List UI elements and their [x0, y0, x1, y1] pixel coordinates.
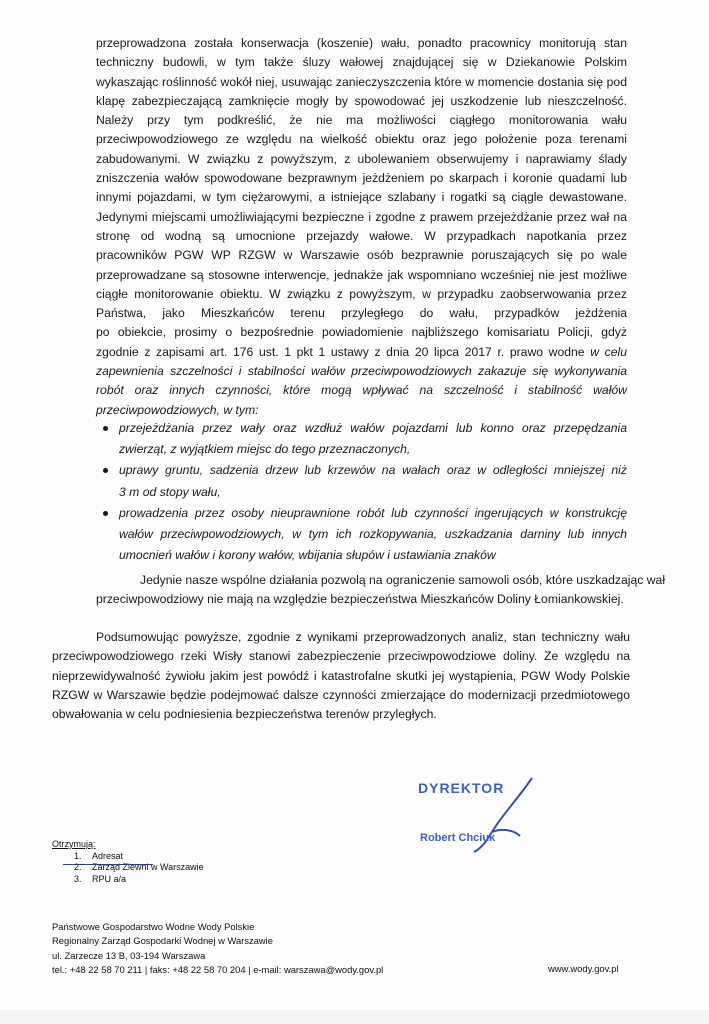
paragraph-italic-tail: w celu	[584, 344, 627, 359]
bullet-list	[96, 418, 627, 566]
paragraph-line: pracowników PGW WP RZGW w Warszawie osób bezprawnie poruszających się po wale	[96, 248, 627, 263]
list-item	[96, 503, 627, 567]
paragraph-italic-line: przeciwpowodziowych, w tym:	[96, 402, 259, 417]
recipient-number: 1.	[74, 850, 82, 861]
bullet-line: przejeżdżania przez wały oraz wzdłuż wałów pojazdami lub konno oraz przepędzania	[119, 421, 627, 435]
footer-line: Państwowe Gospodarstwo Wodne Wody Polskie	[52, 921, 255, 932]
recipient-number: 2.	[74, 862, 82, 872]
recipient-text: Zarząd Zlewni w Warszawie	[92, 862, 204, 872]
paragraph-line: obwałowania w celu podniesienia bezpieczeństwa terenów przyległych.	[52, 707, 437, 722]
paragraph-line: klapę zabezpieczającą zamknięcie mogły by spowodować jej uszkodzenie lub nieszczelność.	[96, 93, 627, 108]
paragraph-line: po obiekcie, prosimy o bezpośrednie powiadomienie najbliższego komisariatu Policji, gdyż	[96, 325, 627, 340]
scan-edge	[0, 1010, 709, 1024]
bullet-icon	[103, 511, 108, 516]
bullet-line: uprawy gruntu, sadzenia drzew lub krzewów na wałach oraz w odległości mniejszej niż	[119, 463, 627, 478]
paragraph-line: wykaszając roślinność wokół niej, usuwając zanieczyszczenia które w momencie dostania się pod	[96, 74, 627, 89]
footer-address	[52, 920, 383, 978]
paragraph-line: Jedynymi miejscami umożliwiającymi bezpieczne i zgodne z prawem przejeżdżanie przez wał na	[96, 209, 627, 224]
list-item	[52, 874, 204, 886]
paragraph-line: techniczny budowli, w tym także śluzy wałowej znajdującej się w Dziekanowie Polskim	[96, 55, 627, 70]
paragraph-line: zniszczenia wałów spowodowane bezprawnym jeżdżeniem po skarpach i koronie quadami lub	[96, 171, 627, 186]
recipient-number: 3.	[74, 873, 82, 884]
paragraph-line: stronę od wodną są umocnione przejazdy wałowe. W przypadkach napotkania przez	[96, 228, 627, 243]
recipients-title: Otrzymują:	[52, 839, 96, 849]
paragraph-line: przeciwpowodziowy nie mają na względzie bezpieczeństwa Mieszkańców Doliny Łomiankowskiej.	[96, 592, 624, 607]
recipient-text: Adresat	[92, 850, 124, 861]
paragraph-line: przeciwpowodziowego ze względu na wielkość obiektu oraz jego położenie poza terenami	[96, 132, 627, 147]
paragraph-line-mixed	[96, 343, 627, 362]
paragraph-line: nieprzewidywalność żywiołu jakim jest powódź i katastrofalne skutki jej wystąpienia, PGW Wody Polskie	[52, 668, 630, 683]
footer-line: ul. Zarzecze 13 B, 03-194 Warszawa	[52, 949, 206, 961]
bullet-icon	[103, 426, 108, 431]
paragraph-line: przeciwpowodziowego rzeki Wisły stanowi zabezpieczenie przeciwpowodziowe doliny. Ze względu na	[52, 649, 630, 664]
paragraph-line: przeprowadzona została konserwacja (koszenie) wału, ponadto pracownicy monitorują stan	[96, 36, 627, 50]
stamp-name: Robert Chciuk	[420, 832, 496, 844]
bullet-icon	[103, 468, 108, 473]
recipients-list	[52, 851, 204, 886]
paragraph-line-text: zgodnie z zapisami art. 176 ust. 1 pkt 1 ustawy z dnia 20 lipca 2017 r. prawo wodne	[96, 344, 585, 359]
recipient-text: RPU a/a	[92, 873, 127, 884]
paragraph-line: Państwa, jako Mieszkańców terenu przyległego do wału, przypadków jeżdżenia	[96, 306, 627, 321]
stamp-title: DYREKTOR	[418, 780, 505, 796]
list-item	[52, 851, 204, 863]
bullet-line: umocnień wałów i korony wałów, wbijania słupów i ustawiania znaków	[119, 548, 496, 563]
paragraph-italic-line: zapewnienia szczelności i stabilności wałów przeciwpowodziowych zakazuje się wykonywania	[96, 364, 627, 379]
list-item	[96, 460, 627, 502]
footer-line: Regionalny Zarząd Gospodarki Wodnej w Warszawie	[52, 935, 273, 947]
paragraph-line: przeprowadzane są stosowne interwencje, jednakże jak wspomniano wcześniej nie jest możliwe	[96, 267, 627, 282]
paragraph-line: Podsumowując powyższe, zgodnie z wynikami przeprowadzonych analiz, stan techniczny wału	[96, 630, 630, 644]
paragraph-line: Należy przy tym podkreślić, że nie ma możliwości ciągłego monitorowania wału	[96, 113, 627, 128]
paragraph-line: RZGW w Warszawie będzie podejmować dalsze czynności zmierzające do modernizacji przedmiotowego	[52, 687, 630, 702]
recipients-block	[52, 839, 204, 885]
paragraph-line: zabudowanymi. W związku z powyższym, z ubolewaniem obserwujemy i naprawiamy ślady	[96, 151, 627, 166]
footer-line: tel.: +48 22 58 70 211 | faks: +48 22 58 70 204 | e-mail: warszawa@wody.gov.pl	[52, 964, 384, 976]
signature-icon	[462, 770, 552, 860]
bullet-line: wałów przeciwpowodziowych, w tym ich rozkopywania, uszkadzania darniny lub innych	[119, 526, 627, 541]
bullet-line: zwierząt, z wyjątkiem miejsc do tego przeznaczonych,	[119, 442, 411, 457]
list-item	[96, 418, 627, 460]
divider	[63, 864, 153, 865]
paragraph-line: Jedynie nasze wspólne działania pozwolą na ograniczenie samowoli osób, które uszkadzając wał	[140, 573, 666, 587]
paragraph-2	[96, 571, 666, 610]
paragraph-line: ciągłe monitorowanie obiektu. W związku z powyższym, w przypadku zaobserwowania przez	[96, 286, 627, 301]
paragraph-line: innymi pojazdami, w tym ciężarowymi, a istniejące szlabany i rogatki są ciągle dewastowane.	[96, 190, 627, 205]
bullet-line: prowadzenia przez osoby nieuprawnione robót lub czynności ingerujących w konstrukcję	[119, 505, 627, 520]
paragraph-1	[96, 34, 627, 420]
paragraph-italic-line: robót oraz innych czynności, które mogą wpływać na szczelność i stabilność wałów	[96, 383, 627, 398]
bullet-line: 3 m od stopy wału,	[119, 484, 221, 499]
footer-url: www.wody.gov.pl	[548, 963, 619, 974]
paragraph-3	[52, 628, 630, 724]
